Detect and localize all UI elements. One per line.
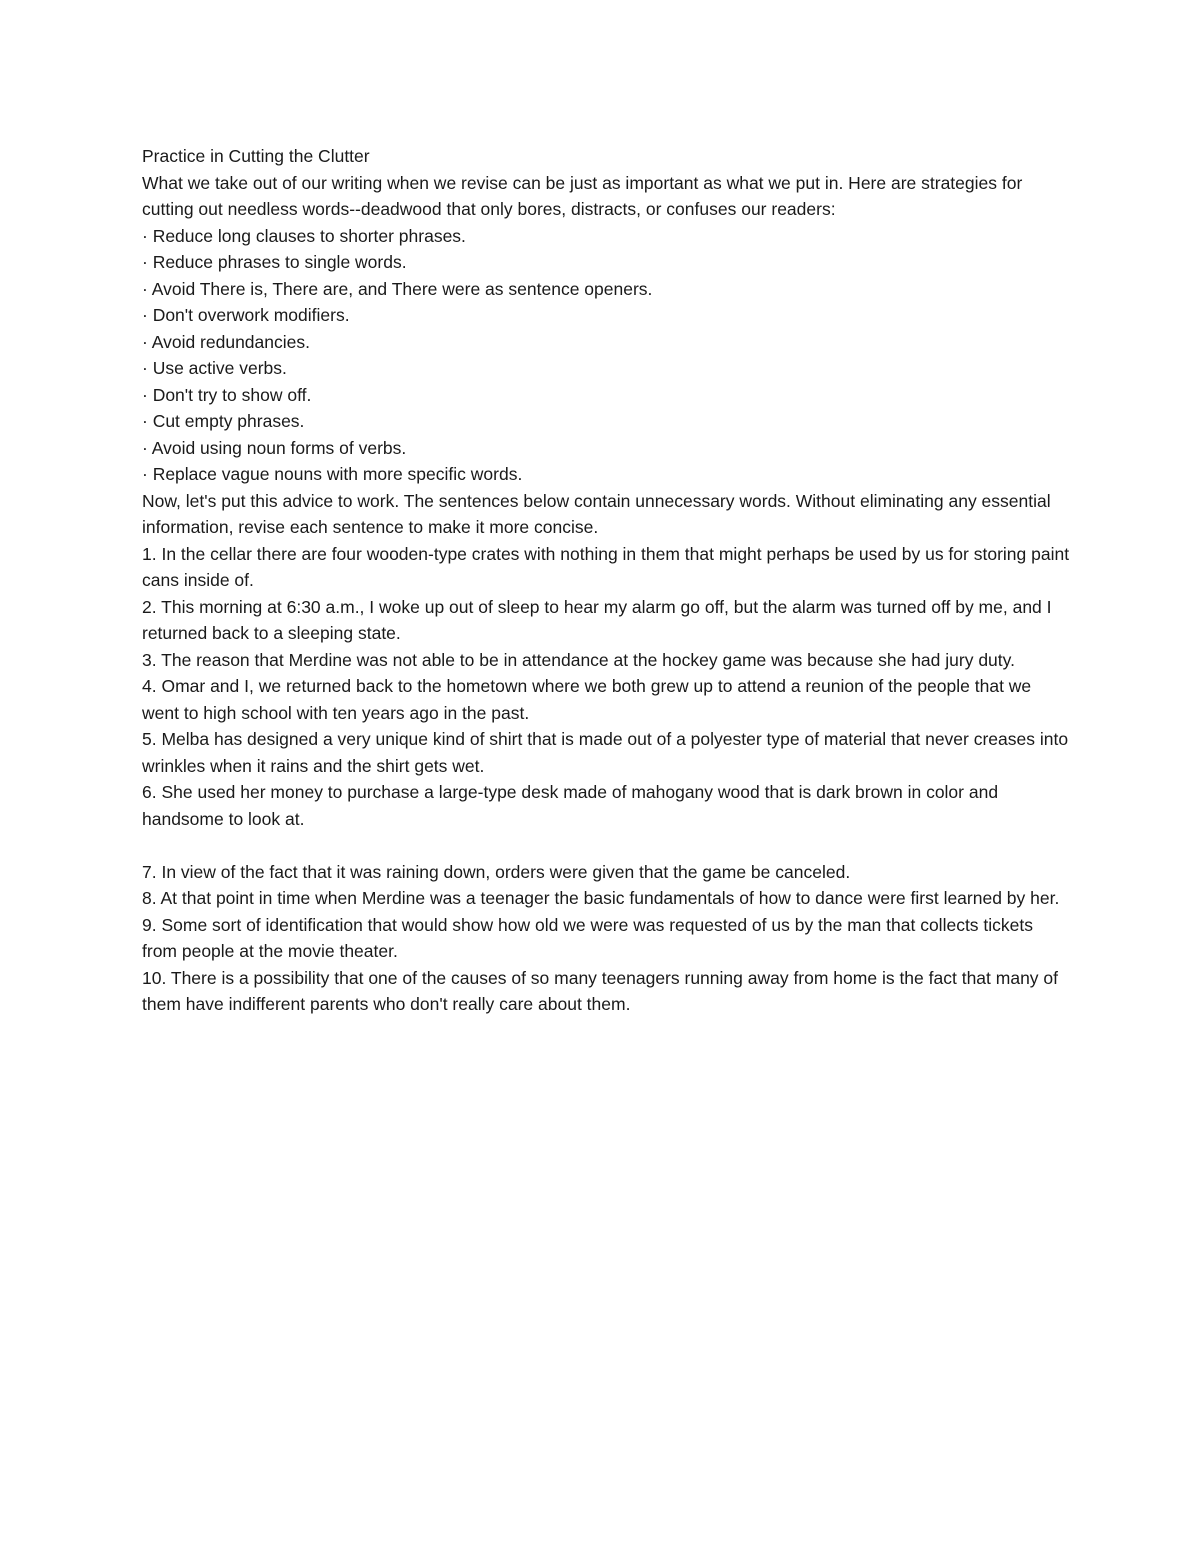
exercise-item: 4. Omar and I, we returned back to the hometown where we both grew up to attend a reunion of the people that we went to high school with ten years ago in the past. bbox=[142, 676, 1032, 723]
strategy-item: · Avoid There is, There are, and There were as sentence openers. bbox=[142, 278, 653, 299]
exercise-item: 6. She used her money to purchase a large-type desk made of mahogany wood that is dark brown in color and handsome to look at. bbox=[142, 782, 999, 829]
strategy-item: · Reduce long clauses to shorter phrases. bbox=[142, 225, 466, 246]
exercise-item: 9. Some sort of identification that would show how old we were was requested of us by the man that collects tickets from people at the movie theater. bbox=[142, 914, 1034, 961]
document-title: Practice in Cutting the Clutter bbox=[142, 146, 370, 166]
instructions-paragraph: Now, let's put this advice to work. The sentences below contain unnecessary words. Without eliminating any essential information, revise each sentence to make it more concise. bbox=[142, 490, 1051, 537]
blank-line bbox=[142, 832, 1072, 859]
exercise-item: 3. The reason that Merdine was not able to be in attendance at the hockey game was because she had jury duty. bbox=[142, 649, 1015, 670]
intro-paragraph: What we take out of our writing when we revise can be just as important as what we put in. Here are strategies for cutting out needless words--deadwood that only bores, distracts, or confuses our readers: bbox=[142, 172, 1023, 219]
exercise-item: 8. At that point in time when Merdine was a teenager the basic fundamentals of how to dance were first learned by her. bbox=[142, 888, 1060, 908]
document-page bbox=[142, 143, 1072, 1018]
exercise-item: 10. There is a possibility that one of the causes of so many teenagers running away from home is the fact that many of them have indifferent parents who don't really care about them. bbox=[142, 967, 1059, 1014]
strategy-item: · Replace vague nouns with more specific words. bbox=[142, 464, 523, 484]
exercise-item: 5. Melba has designed a very unique kind of shirt that is made out of a polyester type of material that never creases into wrinkles when it rains and the shirt gets wet. bbox=[142, 729, 1069, 776]
exercise-item: 2. This morning at 6:30 a.m., I woke up out of sleep to hear my alarm go off, but the alarm was turned off by me, and I returned back to a sleeping state. bbox=[142, 596, 1052, 643]
exercise-list bbox=[142, 541, 1072, 1018]
exercise-item: 7. In view of the fact that it was raining down, orders were given that the game be canceled. bbox=[142, 861, 851, 882]
strategy-item: · Avoid redundancies. bbox=[142, 331, 310, 352]
strategy-list bbox=[142, 223, 1072, 488]
strategy-item: · Cut empty phrases. bbox=[142, 411, 305, 431]
exercise-item: 1. In the cellar there are four wooden-type crates with nothing in them that might perhaps be used by us for storing paint cans inside of. bbox=[142, 543, 1070, 590]
strategy-item: · Don't try to show off. bbox=[142, 384, 312, 405]
strategy-item: · Reduce phrases to single words. bbox=[142, 252, 407, 272]
strategy-item: · Avoid using noun forms of verbs. bbox=[142, 437, 407, 458]
strategy-item: · Don't overwork modifiers. bbox=[142, 305, 350, 325]
strategy-item: · Use active verbs. bbox=[142, 358, 287, 378]
